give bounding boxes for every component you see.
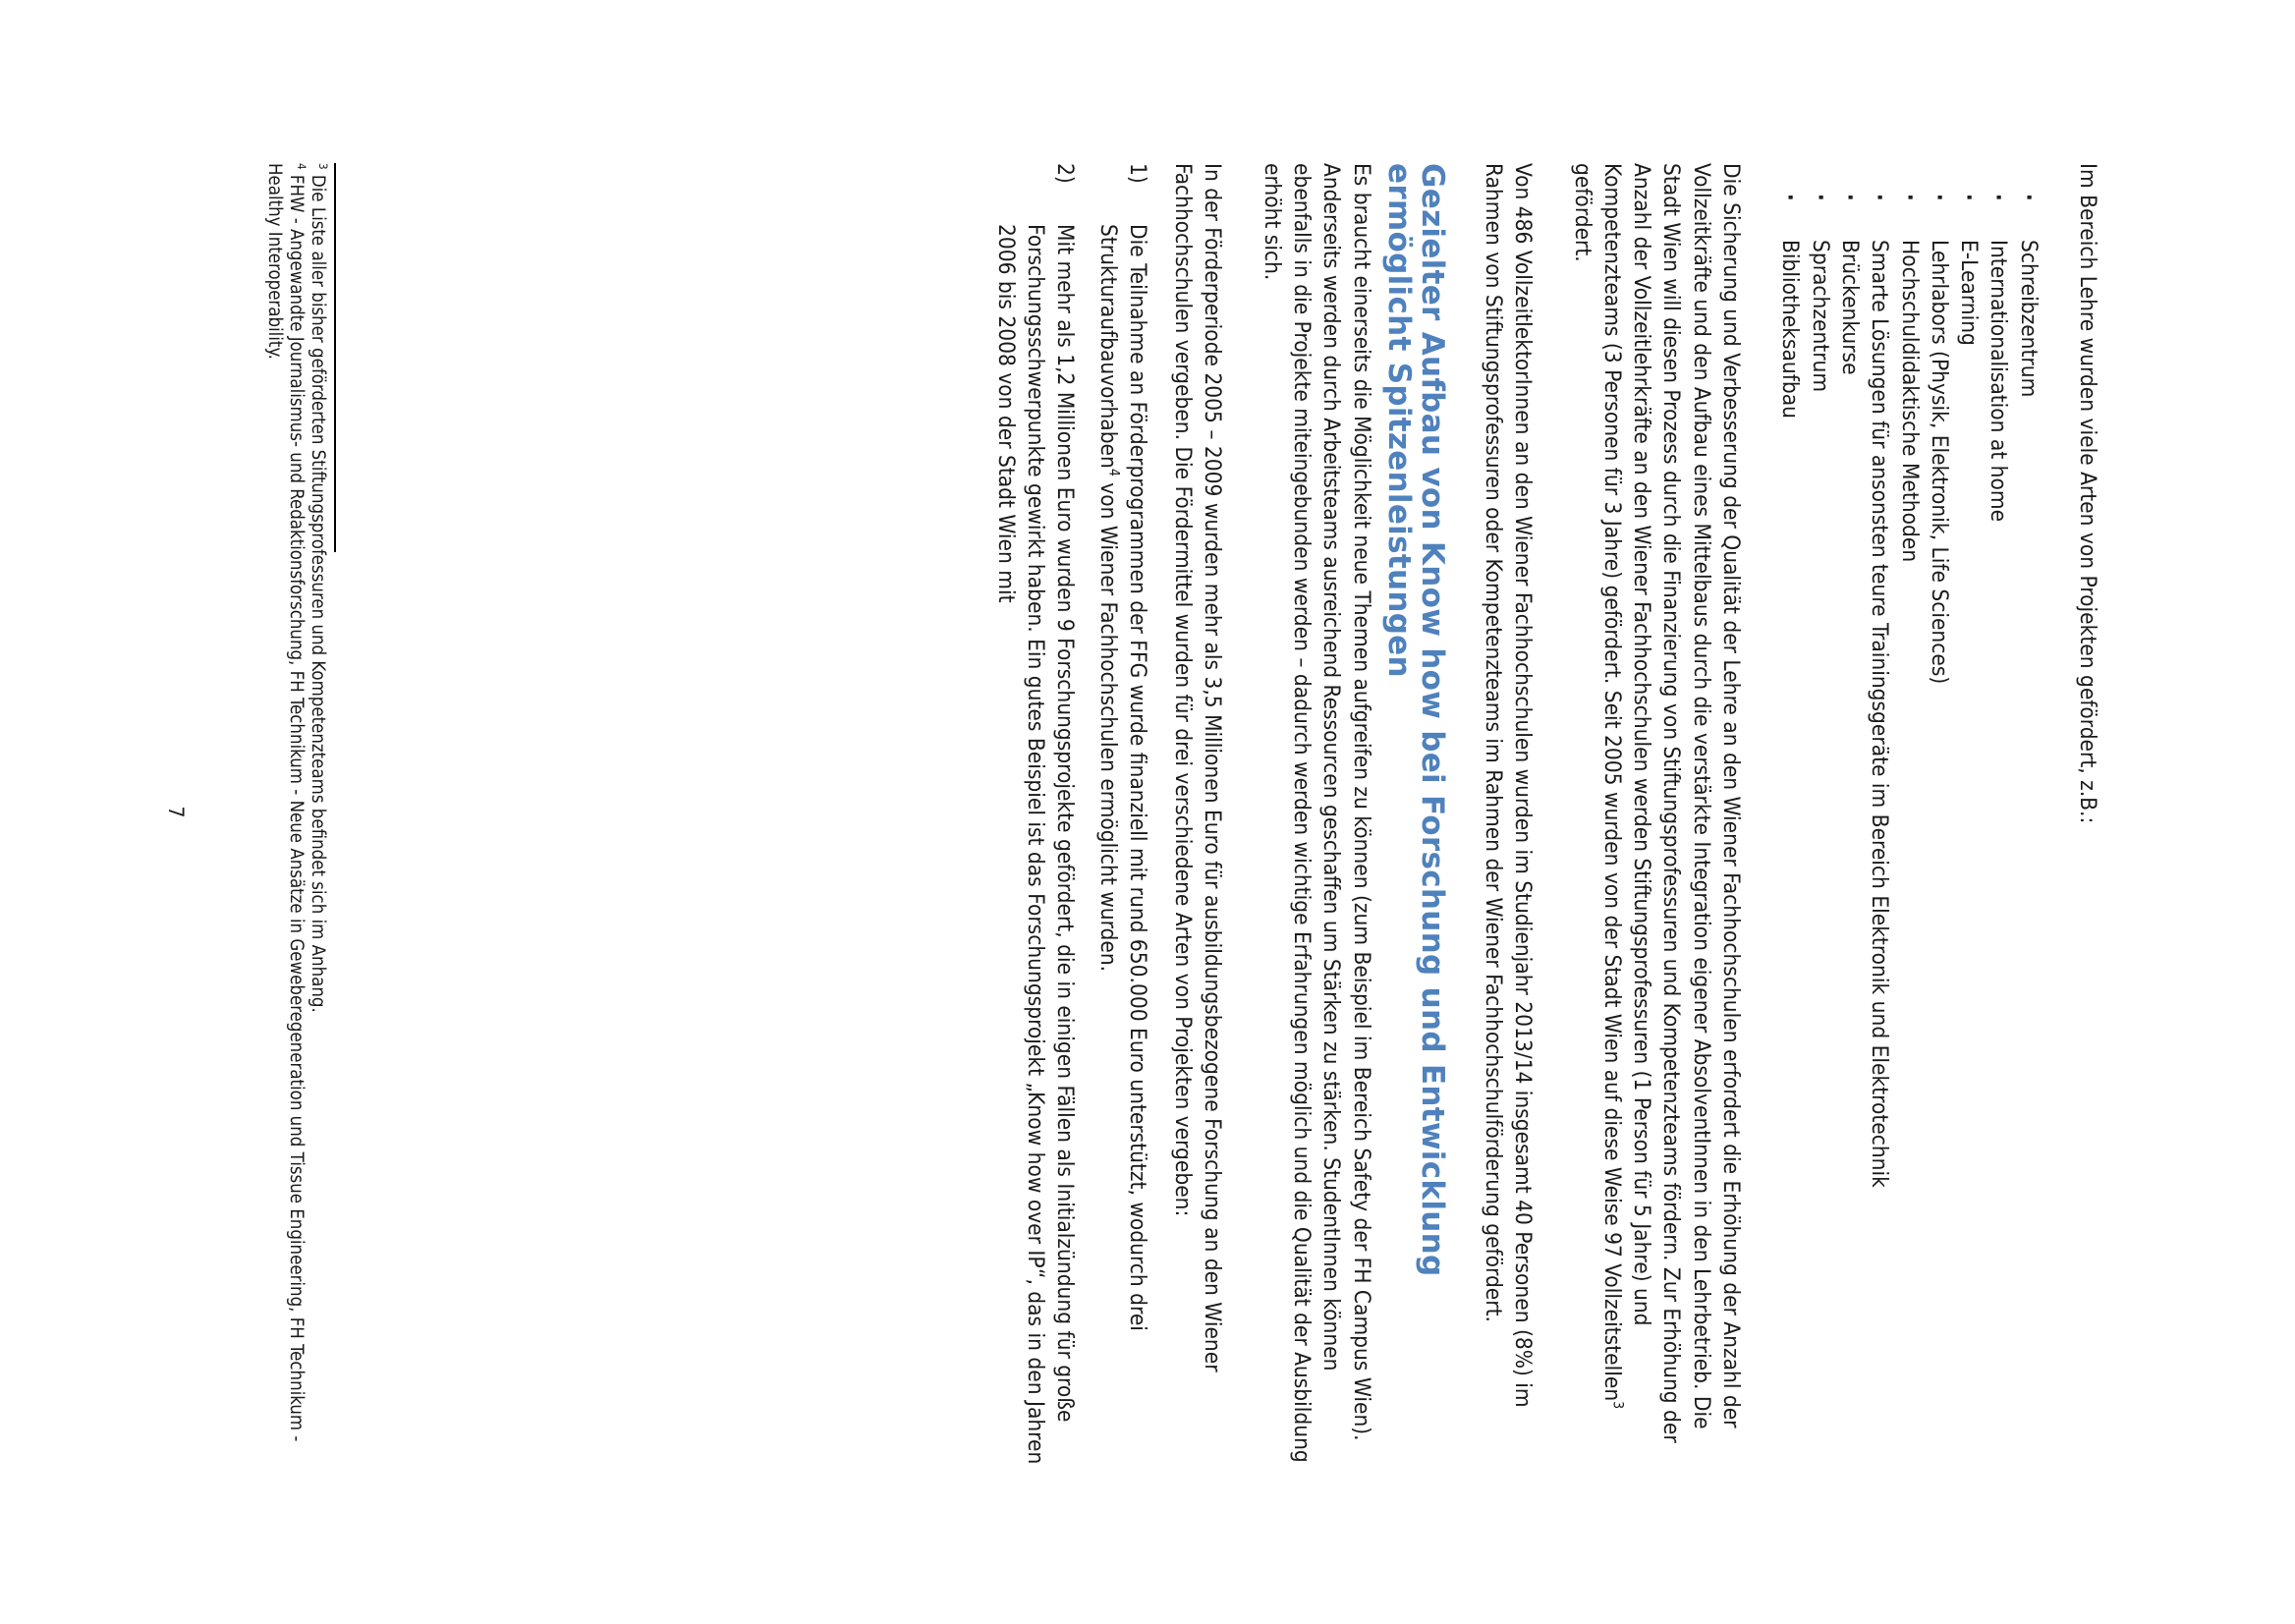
- list-item: · Hochschuldidaktische Methoden: [1894, 163, 1924, 1467]
- list-item: · Schreibzentrum: [2013, 163, 2043, 1467]
- numbered-item: [1092, 163, 1152, 1467]
- list-item: · Internationalisation at home: [1984, 163, 2013, 1467]
- paragraph-lecturers: Von 486 VollzeitlektorInnen an den Wiener Fachhochschulen wurden im Studienjahr 2013/14 insgesamt 40 Personen (8%) im Rahmen von Stiftungsprofessuren oder Kompetenzteams im Rahmen der Wiener Fachhochschulförderung gefördert.: [1480, 163, 1537, 1408]
- section-heading: Gezielter Aufbau von Know how bei Forschung und Entwicklung ermöglicht Spitzenleistungen: [1380, 163, 1450, 1277]
- footnote-divider: [334, 163, 336, 552]
- paragraph-research-topics: Es braucht einerseits die Möglichkeit neue Themen aufgreifen zu können (zum Beispiel im Bereich Safety der FH Campus Wien). Anderseits werden durch Arbeitsteams ausreichend Ressourcen geschaffen um Stärken zu stärken. StudentInnen können ebenfalls in die Projekte miteingebunden werden – dadurch werden wichtige Erfahrungen möglich und die Qualität der Ausbildung erhöht sich.: [1259, 163, 1374, 1463]
- project-type-list: [1775, 163, 2043, 1467]
- footnotes: [263, 163, 336, 1467]
- footnote-text: FHW - Angewandte Journalismus- und Redaktionsforschung, FH Technikum - Neue Ansätze in Geweberegeneration und Tissue Engineering, FH Technikum - Healthy Interoperability.: [264, 163, 307, 1442]
- list-item: · Lehrlabors (Physik, Elektronik, Life Sciences): [1925, 163, 1954, 1467]
- footnote-text: Die Liste aller bisher geförderten Stiftungsprofessuren und Kompetenzteams befindet sich im Anhang.: [308, 169, 328, 1013]
- list-item: · Sprachzentrum: [1805, 163, 1834, 1467]
- item-number: 2): [1052, 163, 1079, 184]
- footnote: [263, 163, 307, 1467]
- list-item: · Brückenkurse: [1835, 163, 1865, 1467]
- list-item: · E-Learning: [1954, 163, 1984, 1467]
- footnote: [307, 163, 331, 1467]
- item-text: Die Teilnahme an Förderprogrammen der FFG wurde finanziell mit rund 650.000 Euro unterstützt, wodurch drei Strukturaufbauvorhaben: [1094, 224, 1150, 1331]
- item-text-end: von Wiener Fachhochschulen ermöglicht wurden.: [1094, 476, 1121, 973]
- footnote-ref: 4: [1105, 468, 1122, 476]
- item-text: Mit mehr als 1,2 Millionen Euro wurden 9 Forschungsprojekte gefördert, die in einigen Fällen als Initialzündung für große Forschungsschwerpunkte gewirkt haben. Ein gutes Beispiel ist das Forschungsprojekt „Know how over IP“, das in den Jahren 2006 bis 2008 von der Stadt Wien mit: [992, 224, 1079, 1465]
- funding-type-list: [990, 163, 1151, 1467]
- paragraph-funding-period: In der Förderperiode 2005 – 2009 wurden mehr als 3,5 Millionen Euro für ausbildungsbezogene Forschung an den Wiener Fachhochschulen vergeben. Die Fördermittel wurden für drei verschiedene Arten von Projekten vergeben:: [1170, 163, 1226, 1372]
- footnote-mark: 3: [316, 163, 331, 170]
- paragraph-text: Die Sicherung und Verbesserung der Qualität der Lehre an den Wiener Fachhochschulen erfordert die Erhöhung der Anzahl der Vollzeitkräfte und den Aufbau eines Mittelbaus durch die verstärkte Integration eigener AbsolventInnen in den Lehrbetrieb. Die Stadt Wien will diesen Prozess durch die Finanzierung von Stiftungsprofessuren und Kompetenzteams fördern. Zur Erhöhung der Anzahl der Vollzeitlehrkräfte an den Wiener Fachhochschulen werden Stiftungsprofessuren (1 Person für 5 Jahre) und Kompetenzteams (3 Personen für 3 Jahre) gefördert. Seit 2005 wurden von der Stadt Wien auf diese Weise 97 Vollzeitstellen: [1598, 163, 1745, 1443]
- list-item: · Bibliotheksaufbau: [1775, 163, 1805, 1467]
- paragraph-quality-teaching: [1567, 163, 1746, 1467]
- list-item: · Smarte Lösungen für ansonsten teure Trainingsgeräte im Bereich Elektronik und Elektrotechnik: [1865, 163, 1894, 1467]
- footnote-mark: 4: [295, 163, 309, 170]
- paragraph-text-end: gefördert.: [1569, 163, 1595, 262]
- item-number: 1): [1124, 163, 1150, 184]
- intro-text: Im Bereich Lehre wurden viele Arten von Projekten gefördert, z.B.:: [2075, 163, 2100, 824]
- numbered-item: [990, 163, 1080, 1467]
- footnote-ref: 3: [1609, 1401, 1626, 1410]
- page-number: 7: [164, 806, 188, 818]
